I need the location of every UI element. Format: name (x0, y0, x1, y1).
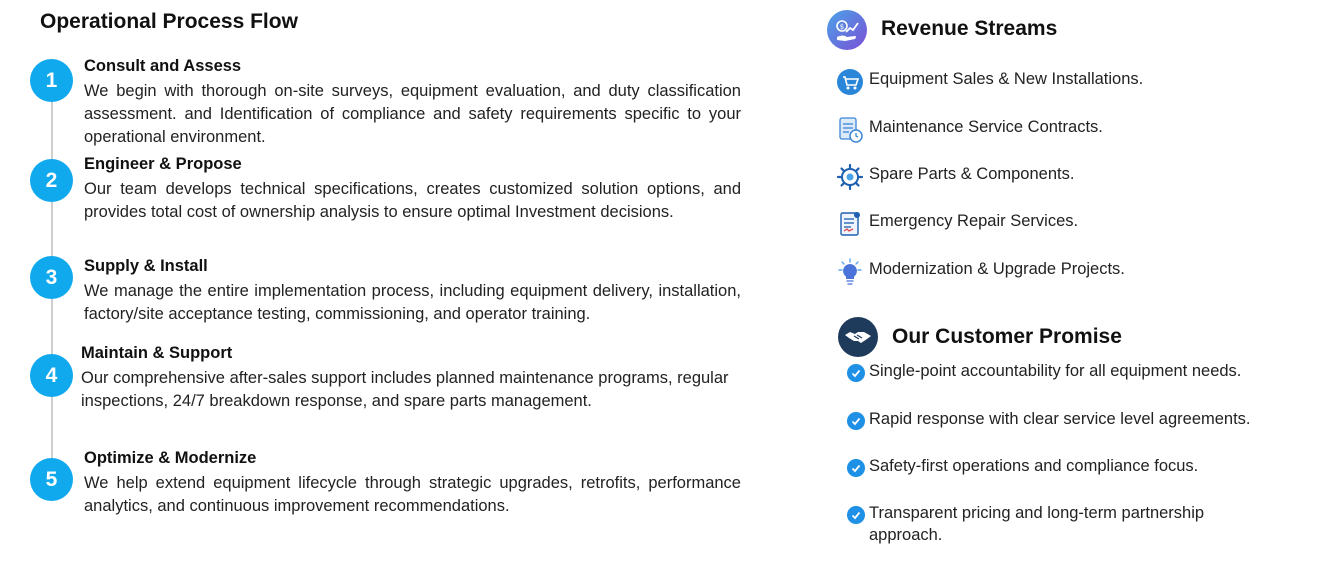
step-1-text: We begin with thorough on-site surveys, equipment evaluation, and duty classification assessment. and Identification of compliance and safety requirements specific to your operational environment. (84, 82, 741, 146)
step-4-number: 4 (30, 354, 73, 397)
money-growth-icon (827, 10, 867, 50)
revenue-item-label: Spare Parts & Components. (869, 165, 1075, 183)
check-icon (847, 412, 865, 430)
step-2-text: Our team develops technical specifications, creates customized solution options, and provides total cost of ownership analysis to ensure optimal Investment decisions. (84, 180, 741, 221)
revenue-item-label: Maintenance Service Contracts. (869, 118, 1103, 136)
contract-clock-icon (836, 116, 864, 144)
repair-document-icon (836, 210, 864, 238)
promise-item-label: Transparent pricing and long-term partnership approach. (869, 504, 1205, 544)
revenue-item-label: Equipment Sales & New Installations. (869, 70, 1144, 88)
revenue-item-label: Emergency Repair Services. (869, 212, 1079, 230)
step-1-number: 1 (30, 59, 73, 102)
step-3-text: We manage the entire implementation process, including equipment delivery, installation, factory/site acceptance testing, commissioning, and operator training. (84, 282, 741, 323)
step-4-text: Our comprehensive after-sales support includes planned maintenance programs, regular inspections, 24/7 breakdown response, and spare parts management. (81, 369, 729, 410)
cart-icon (836, 68, 864, 96)
step-2-title: Engineer & Propose (84, 155, 242, 173)
step-4-title: Maintain & Support (81, 344, 233, 362)
handshake-icon (838, 317, 878, 357)
step-5-title: Optimize & Modernize (84, 449, 257, 467)
gear-icon (836, 163, 864, 191)
promise-title: Our Customer Promise (892, 325, 1122, 348)
check-icon (847, 364, 865, 382)
promise-item-label: Single-point accountability for all equipment needs. (869, 362, 1242, 380)
revenue-item-label: Modernization & Upgrade Projects. (869, 260, 1125, 278)
promise-item-label: Safety-first operations and compliance focus. (869, 457, 1199, 475)
check-icon (847, 459, 865, 477)
step-1-title: Consult and Assess (84, 57, 242, 75)
step-3-title: Supply & Install (84, 257, 208, 275)
step-2-number: 2 (30, 159, 73, 202)
step-3-number: 3 (30, 256, 73, 299)
page-title: Operational Process Flow (40, 10, 298, 33)
step-5-number: 5 (30, 458, 73, 501)
svg-text:$: $ (839, 23, 845, 31)
check-icon (847, 506, 865, 524)
step-5-text: We help extend equipment lifecycle through strategic upgrades, retrofits, performance analytics, and continuous improvement recommendations. (84, 474, 741, 515)
revenue-title: Revenue Streams (881, 17, 1058, 40)
promise-item-label: Rapid response with clear service level agreements. (869, 410, 1251, 428)
lightbulb-icon (836, 258, 864, 286)
